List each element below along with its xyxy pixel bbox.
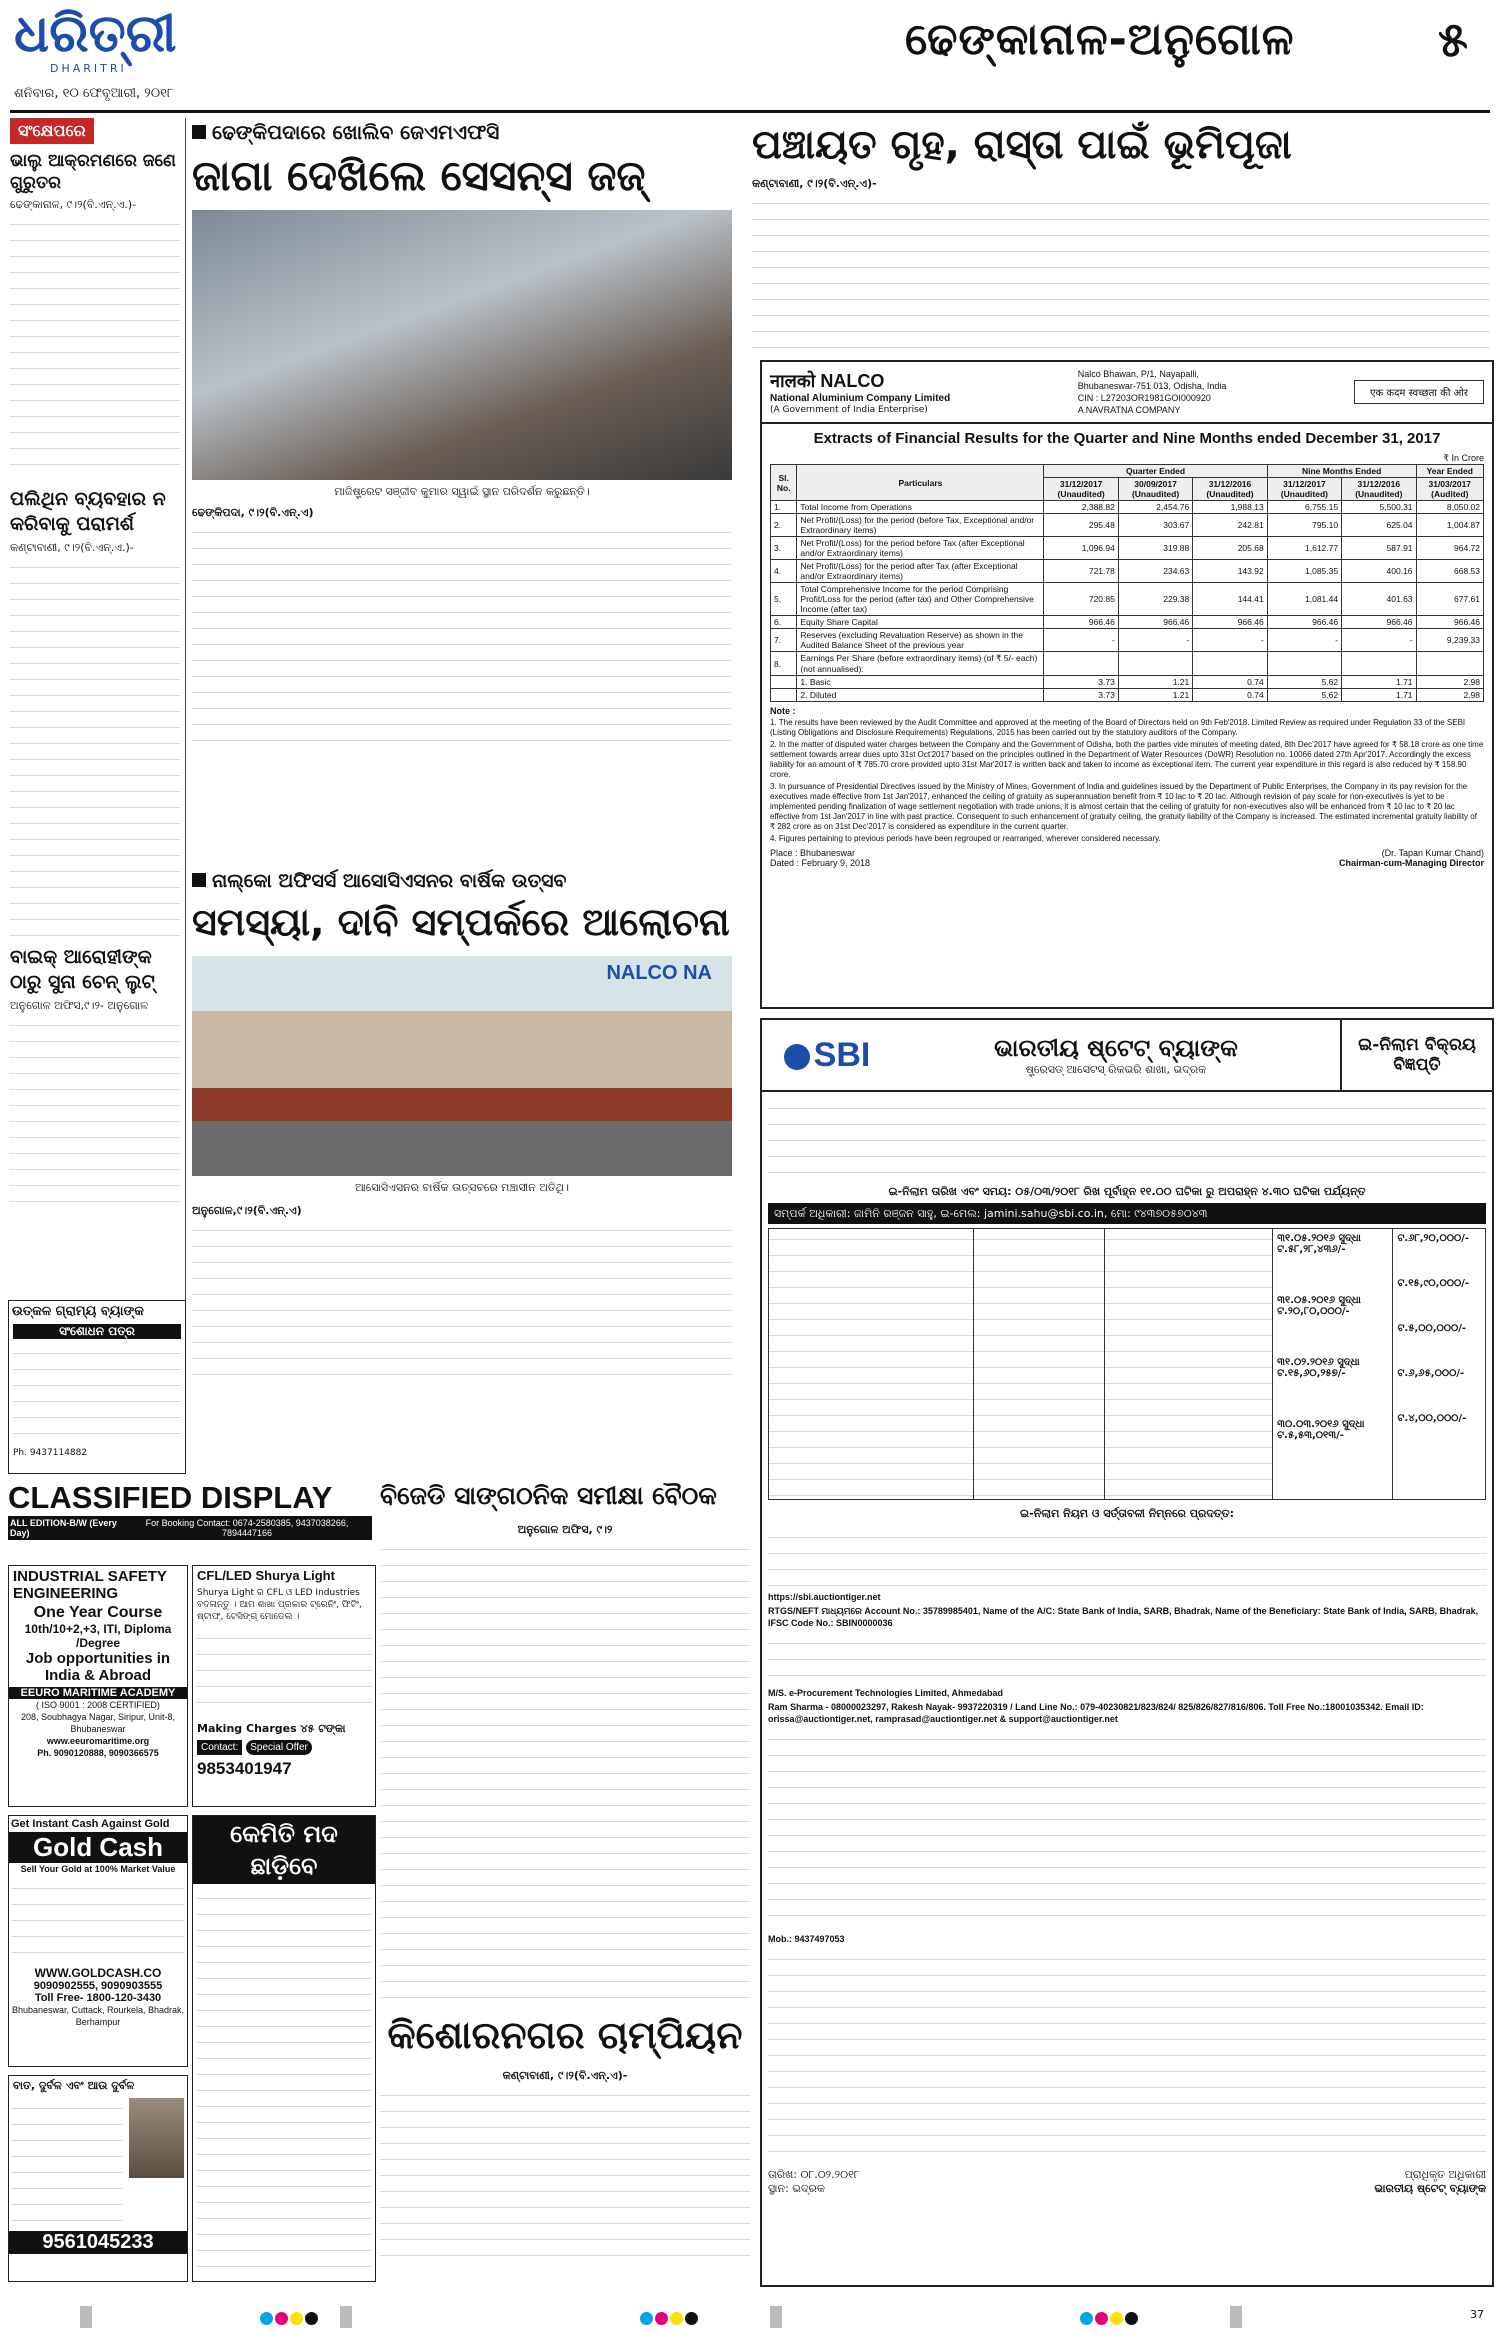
row-particular: Total Comprehensive Income for the period Comprising Profit/Loss for the period (after tax) and Other Comprehensive Income (after tax)	[797, 583, 1044, 616]
ad1-institute: EEURO MARITIME ACADEMY	[9, 1687, 187, 1699]
ad4-title: କେମିତି ମଦ ଛାଡ଼ିବେ	[193, 1816, 375, 1884]
logo-subtitle: DHARITRI	[50, 62, 127, 75]
ad3-body	[12, 1878, 184, 1963]
story1-kicker	[192, 120, 732, 144]
row-value: 229.38	[1118, 583, 1192, 616]
row-sl	[771, 689, 797, 702]
brief-dateline-3: ଅନୁଗୋଳ ଅଫିସ,୯।୨- ଅନୁଗୋଳ	[10, 999, 149, 1012]
row-value: -	[1193, 629, 1267, 652]
ad2-title: CFL/LED Shurya Light	[197, 1568, 335, 1583]
sbi-terms-3	[768, 1729, 1486, 1929]
row-value: 795.10	[1267, 514, 1341, 537]
sbi-reserve-col	[1273, 1229, 1393, 1499]
story-jmfc	[192, 120, 732, 752]
table-row	[771, 676, 1484, 689]
row-value: 2.98	[1416, 676, 1483, 689]
ad3-head: Get Instant Cash Against Gold	[11, 1818, 170, 1830]
ad-vaat	[8, 2075, 188, 2282]
brief-body-2	[10, 557, 180, 937]
bid-amount: ଟ.୪,୦୦,୦୦୦/-	[1397, 1413, 1467, 1424]
photo-banner: NALCO NA	[606, 962, 712, 984]
row-sl: 5.	[771, 583, 797, 616]
row-value: -	[1118, 629, 1192, 652]
th-particulars: Particulars	[797, 465, 1044, 501]
brief-headline-3: ବାଇକ୍ ଆରୋହୀଙ୍କ ଠାରୁ ସୁନା ଚେନ୍ ଲୁଟ୍	[10, 946, 155, 993]
nalco-title: Extracts of Financial Results for the Quarter and Nine Months ended December 31, 2017	[813, 430, 1441, 447]
ad3-phone: 9090902555, 9090903555	[33, 1980, 163, 1992]
row-sl: 6.	[771, 616, 797, 629]
row-sl: 2.	[771, 514, 797, 537]
row-value: 400.16	[1342, 560, 1416, 583]
gramya-bank-name: ଉତ୍କଳ ଗ୍ରାମ୍ୟ ବ୍ୟାଙ୍କ	[12, 1304, 144, 1319]
nalco-govt: (A Government of India Enterprise)	[770, 404, 928, 415]
reserve-price: ୩୧.୦୨.୨୦୧୬ ସୁଦ୍ଧା ଟ.୧୫,୬୦,୨୫୭/-	[1277, 1357, 1360, 1379]
table-row	[771, 560, 1484, 583]
nalco-addr1: Nalco Bhawan, P/1, Nayapalli,	[1077, 369, 1199, 379]
story5-body	[380, 2085, 750, 2270]
nalco-place: Place : Bhubaneswar	[770, 848, 856, 858]
row-value	[1044, 652, 1118, 676]
row-value	[1193, 652, 1267, 676]
masthead-logo	[14, 3, 204, 86]
ad3-tollfree: Toll Free- 1800-120-3430	[34, 1992, 162, 2004]
row-value: 677.61	[1416, 583, 1483, 616]
row-value: 6,755.15	[1267, 501, 1341, 514]
row-value: -	[1342, 629, 1416, 652]
story5-headline: କିଶୋରନଗର ଚାମ୍ପିୟନ	[387, 2013, 743, 2057]
row-value: 303.67	[1118, 514, 1192, 537]
reserve-price: ୩୧.୦୫.୨୦୧୬ ସୁଦ୍ଧା ଟ.୫୮,୨୮,୪୩୬/-	[1277, 1233, 1361, 1255]
story1-dateline: ଢେଙ୍କିପଦା, ୯।୨(ବି.ଏନ୍.ଏ)	[192, 506, 314, 519]
sbi-property-table	[768, 1228, 1486, 1500]
row-value: 966.46	[1118, 616, 1192, 629]
row-value: 5.62	[1267, 689, 1341, 702]
column-rule	[185, 118, 186, 1473]
section-title: ଢେଙ୍କାନାଳ-ଅନୁଗୋଳ	[905, 14, 1295, 65]
row-value: 3.73	[1044, 676, 1118, 689]
sbi-emd-date: ଇ-ନିଲାମ ତାରିଖ ଏବଂ ସମୟ: ୦୫/୦୩/୨୦୧୮ ରିଖ ପୂର୍ବାହ୍ନ ୧୧.୦୦ ଘଟିକା ରୁ ଅପରାହ୍ନ ୪.୩୦ ଘଟିକା ପର୍ଯ୍ୟନ୍ତ	[888, 1185, 1366, 1198]
row-value: 721.78	[1044, 560, 1118, 583]
reserve-price: ୩୦.୦୩.୨୦୧୬ ସୁଦ୍ଧା ଟ.୫,୫୩,୦୧୩/-	[1277, 1419, 1365, 1441]
brief-dateline-2: କଣ୍ଟାବାଣୀ, ୯।୨(ବି.ଏନ୍.ଏ.)-	[10, 541, 134, 554]
row-sl: 4.	[771, 560, 797, 583]
row-value: 1,081.44	[1267, 583, 1341, 616]
sbi-borrower-col	[769, 1229, 974, 1499]
ad-gramya-bank	[8, 1300, 186, 1474]
table-row	[771, 689, 1484, 702]
ad3-sub: Sell Your Gold at 100% Market Value	[20, 1864, 176, 1874]
row-value: 143.92	[1193, 560, 1267, 583]
row-particular: Net Profit/(Loss) for the period (before Tax, Exceptional and/or Extraordinary items)	[797, 514, 1044, 537]
sbi-branch: ଷ୍ଟ୍ରେସଡ୍ ଆସେଟସ୍ ରିକଭରି ଶାଖା, ଭଦ୍ରକ	[1025, 1062, 1207, 1076]
brief-headline-2: ପଲିଥିନ ବ୍ୟବହାର ନ କରିବାକୁ ପରାମର୍ଶ	[10, 488, 166, 535]
row-value: 1.71	[1342, 689, 1416, 702]
ad2-body: Shurya Light ର CFL ଓ LED Industries ବଦଳାନ୍ତୁ । ଆମ ଶାଖା ପ୍ରକାର ଟ୍ରେନିଂ, ଫିଟିଂ, ଷ୍ଟାଫ୍, ଟେସିଙ୍ଗ୍ ମୋଡେଲ ।	[197, 1588, 362, 1622]
row-value: 1.21	[1118, 689, 1192, 702]
sbi-site: https://sbi.auctiontiger.net	[768, 1592, 881, 1602]
sbi-terms-4	[768, 1949, 1486, 2164]
story2-photo	[192, 956, 732, 1176]
story4-body	[380, 1539, 750, 1999]
brief-headline-1: ଭାଲୁ ଆକ୍ରମଣରେ ଜଣେ ଗୁରୁତର	[10, 151, 176, 193]
row-value	[1342, 652, 1416, 676]
table-row	[771, 629, 1484, 652]
sbi-keyhole-icon	[784, 1044, 810, 1070]
row-value: 0.74	[1193, 676, 1267, 689]
row-particular: Equity Share Capital	[797, 616, 1044, 629]
cmyk-marks	[640, 2310, 700, 2329]
table-row	[771, 537, 1484, 560]
story2-dateline: ଅନୁଗୋଳ,୯।୨(ବି.ଏନ୍.ଏ)	[192, 1204, 302, 1217]
grey-bar	[80, 2306, 92, 2328]
sbi-rtgs: RTGS/NEFT ମାଧ୍ୟମରେ Account No.: 35789985401, Name of the A/C: State Bank of India, SARB, Bhadrak, Name of the Beneficiary: State Bank of India, SARB, Bhadrak, IFSC Code No.: SBIN0000036	[768, 1606, 1479, 1628]
sbi-sign: ପ୍ରାଧିକୃତ ଅଧିକାରୀ	[1404, 2168, 1486, 2181]
th-quarter: Quarter Ended	[1044, 465, 1267, 478]
row-sl: 8.	[771, 652, 797, 676]
gramya-title: ସଂଶୋଧନ ପତ୍ର	[13, 1324, 181, 1339]
dateline: ଶନିବାର, ୧୦ ଫେବୃଆରୀ, ୨୦୧୮	[14, 86, 174, 101]
row-value: -	[1044, 629, 1118, 652]
nalco-note: 1. The results have been reviewed by the Audit Committee and approved at the meeting of the Board of Directors held on 9th Feb'2018. Limited Review as required under Regulation 33 of the SEBI (Listing Obligations and Disclosure Requirements) Regulations, 2015 has been carried out by the statutory auditors of the Company.	[770, 718, 1466, 737]
sbi-logo	[762, 1036, 892, 1075]
story-nalco-association	[192, 870, 732, 1390]
grey-bar	[1230, 2306, 1242, 2328]
story4-dateline: ଅନୁଗୋଳ ଅଫିସ, ୯।୨	[517, 1523, 613, 1536]
row-value: 966.46	[1044, 616, 1118, 629]
cmyk-marks	[1080, 2310, 1140, 2329]
brief-body-3	[10, 1015, 180, 1215]
logo-text: ଧରିତ୍ରୀ	[14, 3, 177, 64]
th-period: 31/12/2017 (Unaudited)	[1044, 478, 1118, 501]
footer-page-number: 37	[1470, 2308, 1484, 2321]
row-value: 966.46	[1193, 616, 1267, 629]
row-value	[1416, 652, 1483, 676]
row-particular: 1. Basic	[797, 676, 1044, 689]
th-period: 31/12/2016 (Unaudited)	[1342, 478, 1416, 501]
sbi-sign-date: ତାରିଖ: ୦୮.୦୨.୨୦୧୮	[768, 2168, 860, 2181]
ad5-body	[12, 2098, 123, 2228]
row-value: 1.71	[1342, 676, 1416, 689]
story1-headline: ଜାଗା ଦେଖିଲେ ସେସନ୍ସ ଜଜ୍	[192, 151, 646, 200]
story-bhumipuja	[752, 120, 1490, 353]
story3-dateline: କଣ୍ଟାବାଣୀ, ୯।୨(ବି.ଏନ୍.ଏ)-	[752, 177, 877, 190]
ad2-offer: Special Offer	[246, 1740, 312, 1755]
nalco-date: Dated : February 9, 2018	[770, 858, 871, 868]
ad4-body	[197, 1888, 371, 2268]
row-particular: Total Income from Operations	[797, 501, 1044, 514]
sbi-property-col	[1105, 1229, 1273, 1499]
sbi-terms-1	[768, 1527, 1486, 1587]
story2-body	[192, 1220, 732, 1390]
gramya-phone: Ph. 9437114882	[13, 1448, 88, 1458]
row-value: 1,096.94	[1044, 537, 1118, 560]
th-period: 30/09/2017 (Unaudited)	[1118, 478, 1192, 501]
ad-gold-cash	[8, 1815, 188, 2067]
row-value	[1118, 652, 1192, 676]
nalco-results-ad	[760, 360, 1494, 1009]
th-nine-months: Nine Months Ended	[1267, 465, 1416, 478]
row-value: 587.91	[1342, 537, 1416, 560]
ad3-website: WWW.GOLDCASH.CO	[34, 1966, 162, 1980]
ad-shurya-light	[192, 1565, 376, 1807]
ad-quit-alcohol	[192, 1815, 376, 2282]
ad5-portrait	[129, 2098, 184, 2178]
sbi-sign-bank: ଭାରତୀୟ ଷ୍ଟେଟ୍ ବ୍ୟାଙ୍କ	[1374, 2182, 1486, 2195]
story1-kicker-text: ଢେଙ୍କିପଦାରେ ଖୋଲିବ ଜେଏମଏଫସି	[212, 120, 500, 144]
th-year: Year Ended	[1416, 465, 1483, 478]
table-row	[771, 616, 1484, 629]
sbi-mob: Mob.: 9437497053	[768, 1934, 845, 1944]
row-value: 625.04	[1342, 514, 1416, 537]
classified-title: CLASSIFIED DISPLAY	[8, 1480, 333, 1515]
ad1-eligibility: 10th/10+2,+3, ITI, Diploma /Degree	[24, 1622, 172, 1650]
brief-dateline-1: ଢେଙ୍କାନାଳ, ୯।୨(ବି.ଏନ୍.ଏ.)-	[10, 198, 137, 211]
nalco-logo-block	[770, 369, 950, 416]
row-value: 1,612.77	[1267, 537, 1341, 560]
nalco-address	[1078, 368, 1227, 416]
th-period: 31/12/2016 (Unaudited)	[1193, 478, 1267, 501]
row-value: 295.48	[1044, 514, 1118, 537]
ad-safety-engineering	[8, 1565, 188, 1807]
story2-headline: ସମସ୍ୟା, ଦାବି ସମ୍ପର୍କରେ ଆଲୋଚନା	[192, 900, 730, 944]
nalco-unit: ₹ In Crore	[1443, 453, 1484, 463]
brief-column	[10, 118, 180, 1215]
row-value: 2,388.82	[1044, 501, 1118, 514]
masthead-rule	[10, 110, 1490, 113]
footer-marks	[0, 2300, 1500, 2335]
sbi-guarantor-col	[974, 1229, 1105, 1499]
ad5-phone: 9561045233	[9, 2231, 187, 2254]
story3-headline: ପଞ୍ଚାୟତ ଗୃହ, ରାସ୍ତା ପାଇଁ ଭୂମିପୂଜା	[752, 122, 1292, 168]
sbi-logo-text: SBI	[813, 1035, 871, 1074]
ad3-title: Gold Cash	[9, 1832, 187, 1863]
swachh-logo: एक कदम स्वच्छता की ओर	[1354, 380, 1484, 404]
nalco-note: 2. In the matter of disputed water charges between the Company and the Government of Odisha, both the parties vide minutes of meeting dated, 8th Dec'2017 have agreed for ₹ 58.18 crore as one time settlement towards arrear dues upto 31st Oct'2017 based on the principles outlined in the Department of Water Resources (DoWR) Resolution no. 10066 dated 27th Apr'2017. Accordingly the excess liability for an amount of ₹ 785.70 crore provided upto 31st Mar'2017 is written back and taken to income as exceptional item. The current year expenditure in this regard is also reduced by ₹ 158.90 crore.	[770, 740, 1484, 779]
bid-amount: ଟ.୧୫,୯୦,୦୦୦/-	[1397, 1278, 1469, 1289]
brief-body-1	[10, 214, 180, 479]
sbi-contact-line: ସମ୍ପର୍କ ଅଧିକାରୀ: ଜାମିନି ରଞ୍ଜନ ସାହୁ, ଇ-ମେଲ: jamini.sahu@sbi.co.in, ମୋ: ୯୪୩୭୦୫୭୦୪୩	[768, 1203, 1486, 1224]
sbi-bid-col	[1393, 1229, 1485, 1499]
story-bjd	[380, 1480, 750, 1999]
row-value: 0.74	[1193, 689, 1267, 702]
th-sl: Sl. No.	[771, 465, 797, 501]
grey-bar	[340, 2306, 352, 2328]
brief-label: ସଂକ୍ଷେପରେ	[10, 118, 94, 144]
story2-kicker-text: ନାଲ୍କୋ ଅଫିସର୍ସ ଆସୋସିଏସନର ବାର୍ଷିକ ଉତ୍ସବ	[212, 870, 567, 892]
sbi-title: ଇ-ନିଲାମ ବିକ୍ରୟ ବିଜ୍ଞପ୍ତି	[1340, 1020, 1492, 1090]
story-kishorenagar	[380, 2010, 750, 2270]
row-value: 1,085.35	[1267, 560, 1341, 583]
bullet-square-icon	[192, 125, 206, 139]
story4-headline: ବିଜେଡି ସାଙ୍ଗଠନିକ ସମୀକ୍ଷା ବୈଠକ	[380, 1481, 717, 1510]
ad3-cities: Bhubaneswar, Cuttack, Rourkela, Bhadrak, Berhampur	[11, 2005, 185, 2027]
sbi-mse: M/S. e-Procurement Technologies Limited, Ahmedabad	[768, 1688, 1004, 1698]
row-value: 3.73	[1044, 689, 1118, 702]
row-value: 9,239.33	[1416, 629, 1483, 652]
row-value: 319.88	[1118, 537, 1192, 560]
classified-edition: ALL EDITION-B/W (Every Day)	[10, 1518, 117, 1538]
row-sl: 1.	[771, 501, 797, 514]
row-value: 720.85	[1044, 583, 1118, 616]
row-value: 668.53	[1416, 560, 1483, 583]
row-value: 234.63	[1118, 560, 1192, 583]
ad1-phone: Ph. 9090120888, 9090366575	[37, 1748, 159, 1758]
page-number: ୫	[1438, 12, 1468, 68]
nalco-navratna: A NAVRATNA COMPANY	[1077, 405, 1181, 415]
row-value: 5,500.31	[1342, 501, 1416, 514]
row-value: 2,454.76	[1118, 501, 1192, 514]
row-sl	[771, 676, 797, 689]
story5-dateline: କଣ୍ଟାବାଣୀ, ୯।୨(ବି.ଏନ୍.ଏ)-	[502, 2069, 628, 2082]
ad2-more	[196, 1628, 372, 1718]
row-particular: Earnings Per Share (before extraordinary items) (of ₹ 5/- each) (not annualised):	[797, 652, 1044, 676]
row-value: 1.21	[1118, 676, 1192, 689]
th-period: 31/12/2017 (Unaudited)	[1267, 478, 1341, 501]
nalco-company: National Aluminium Company Limited	[770, 392, 951, 404]
row-value	[1267, 652, 1341, 676]
ad5-title: ବାତ, ଦୁର୍ବଳ ଏବଂ ଆଉ ଦୁର୍ବଳ	[13, 2079, 135, 2092]
row-value: 205.68	[1193, 537, 1267, 560]
ad2-phone: 9853401947	[197, 1759, 292, 1778]
row-value: 966.46	[1342, 616, 1416, 629]
row-sl: 3.	[771, 537, 797, 560]
nalco-signer: (Dr. Tapan Kumar Chand)	[1381, 848, 1484, 858]
story1-photo	[192, 210, 732, 480]
ad1-address: 208, Soubhagya Nagar, Siripur, Unit-8, Bhubaneswar	[20, 1712, 176, 1734]
nalco-notes	[762, 702, 1492, 872]
nalco-results-table	[770, 464, 1484, 702]
row-value: 144.41	[1193, 583, 1267, 616]
sbi-auction-ad	[760, 1018, 1494, 2287]
sbi-helpline: Ram Sharma - 08000023297, Rakesh Nayak- 9937220319 / Land Line No.: 079-40230821/823/824/ 825/826/827/816/806. Toll Free No.:18001035342. Email ID: orissa@auctiontiger.net, ramprasad@auctiontiger.net & support@auctiontiger.net	[768, 1702, 1424, 1724]
row-value: 1,988.13	[1193, 501, 1267, 514]
sbi-terms-2	[768, 1633, 1486, 1683]
story3-body	[752, 193, 1490, 353]
bid-amount: ଟ.୬୮,୨୦,୦୦୦/-	[1397, 1233, 1470, 1244]
row-value: 2.98	[1416, 689, 1483, 702]
ad2-contact: Contact:	[197, 1740, 242, 1755]
ad1-course: One Year Course	[33, 1604, 163, 1621]
row-value: 5.62	[1267, 676, 1341, 689]
ad1-title: INDUSTRIAL SAFETY ENGINEERING	[13, 1568, 167, 1602]
ad2-charges: Making Charges ୪୫ ଟଙ୍କା	[197, 1722, 346, 1735]
grey-bar	[770, 2306, 782, 2328]
table-row	[771, 652, 1484, 676]
nalco-signer-title: Chairman-cum-Managing Director	[1338, 858, 1484, 868]
story1-caption: ମାଜିଷ୍ଟ୍ରେଟ ସଞ୍ଜୀବ କୁମାର ସ୍ୱାଇଁ ସ୍ଥାନ ପରିଦର୍ଶନ କରୁଛନ୍ତି।	[334, 485, 590, 498]
bid-amount: ଟ.୫,୦୦,୦୦୦/-	[1397, 1323, 1467, 1334]
th-period: 31/03/2017 (Audited)	[1416, 478, 1483, 501]
row-particular: Net Profit/(Loss) for the period before Tax (after Exceptional and/or Extraordinary items)	[797, 537, 1044, 560]
story2-caption: ଆସୋସିଏସନର ବାର୍ଷିକ ଉତ୍ସବରେ ମଞ୍ଚାସୀନ ଅତିଥି।	[355, 1181, 569, 1194]
row-value: 964.72	[1416, 537, 1483, 560]
gramya-body	[13, 1343, 181, 1443]
nalco-note: 4. Figures pertaining to previous periods have been regrouped or rearranged, wherever considered necessary.	[770, 834, 1161, 843]
ad1-iso: ( ISO 9001 : 2008 CERTIFIED)	[36, 1700, 160, 1710]
row-value: 966.46	[1416, 616, 1483, 629]
nalco-cin: CIN : L27203OR1981GOI000920	[1077, 393, 1211, 403]
nalco-note-label: Note :	[770, 706, 796, 716]
classified-display	[8, 1480, 372, 1540]
row-value: 966.46	[1267, 616, 1341, 629]
cmyk-marks	[260, 2310, 320, 2329]
story2-kicker	[192, 870, 732, 892]
row-value: 1,004.87	[1416, 514, 1483, 537]
row-value: 8,050.02	[1416, 501, 1483, 514]
bullet-square-icon	[192, 873, 206, 887]
row-particular: Net Profit/(Loss) for the period after Tax (after Exceptional and/or Extraordinary items)	[797, 560, 1044, 583]
sbi-terms-head: ଇ-ନିଲାମ ନିୟମ ଓ ସର୍ତ୍ତାବଳୀ ନିମ୍ନରେ ପ୍ରଦତ୍ତ:	[1020, 1507, 1234, 1520]
nalco-note: 3. In pursuance of Presidential Directives issued by the Ministry of Mines, Government of India and guidelines issued by the Department of Public Enterprises, the Company in its pay revision for the executives made effective from 1st Jan'2017, enhanced the ceiling of gratuity as superannuation benefit from ₹ 10 lac to ₹ 20 lac. Although revision of pay scale for non-executives is yet to be implemented pending finalization of wage settlement negotiation with trade unions, it is almost certain that the ceiling of gratuity for non-executives also will be enhanced from ₹ 10 lac to ₹ 20 lac effective from 1st Jan'2017 in line with past practice. Consequent to such enhancement of gratuity ceiling, the gratuity liability of the Company is increased. The estimated incremental gratuity liability of ₹ 282 crore as on 31st Dec'2017 is considered as expenditure in the current quarter.	[770, 782, 1477, 831]
nalco-addr2: Bhubaneswar-751 013, Odisha, India	[1077, 381, 1227, 391]
ad1-website: www.eeuromaritime.org	[46, 1736, 150, 1746]
nalco-logo: नालको NALCO	[770, 370, 885, 391]
sbi-name: ଭାରତୀୟ ଷ୍ଟେଟ୍ ବ୍ୟାଙ୍କ	[994, 1033, 1238, 1062]
row-value: 401.63	[1342, 583, 1416, 616]
row-particular: 2. Diluted	[797, 689, 1044, 702]
sbi-sign-place: ସ୍ଥାନ: ଭଦ୍ରକ	[768, 2182, 825, 2195]
reserve-price: ୩୧.୦୫.୨୦୧୬ ସୁଦ୍ଧା ଟ.୨୦,୮୦,୦୦୦/-	[1277, 1295, 1361, 1317]
row-particular: Reserves (excluding Revaluation Reserve) as shown in the Audited Balance Sheet of the previous year	[797, 629, 1044, 652]
bid-amount: ଟ.୬,୬୫,୦୦୦/-	[1397, 1368, 1465, 1379]
story1-body	[192, 522, 732, 752]
row-value: 242.81	[1193, 514, 1267, 537]
table-row	[771, 501, 1484, 514]
classified-booking: For Booking Contact: 0674-2580385, 9437038266, 7894447166	[145, 1518, 349, 1538]
table-row	[771, 514, 1484, 537]
table-row	[771, 583, 1484, 616]
row-value: -	[1267, 629, 1341, 652]
ad1-jobs: Job opportunities in India & Abroad	[25, 1650, 171, 1684]
row-sl: 7.	[771, 629, 797, 652]
sbi-intro	[768, 1098, 1486, 1178]
